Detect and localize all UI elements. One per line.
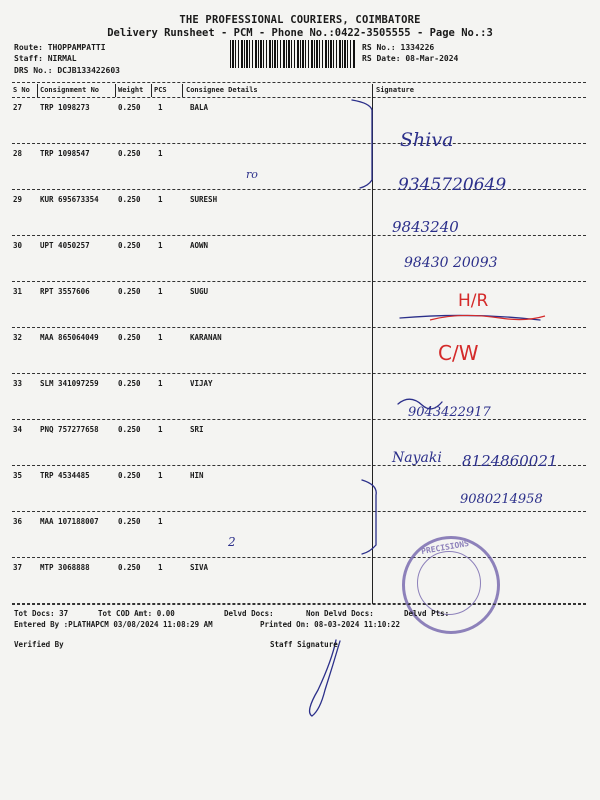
row-sno: 32 xyxy=(13,333,23,342)
verified-by-label: Verified By xyxy=(14,640,64,649)
row-weight: 0.250 xyxy=(118,517,141,526)
row-consignment-no: SLM 341097259 xyxy=(40,379,99,388)
handwritten-phone: 9843240 xyxy=(392,218,459,236)
total-cod-amount: Tot COD Amt: 0.00 xyxy=(98,609,175,618)
row-weight: 0.250 xyxy=(118,241,141,250)
col-header-consignment: Consignment No xyxy=(40,86,100,94)
col-separator xyxy=(37,84,38,97)
row-consignee: SRI xyxy=(190,425,204,434)
row-consignment-no: TRP 4534485 xyxy=(40,471,90,480)
entered-by: Entered By :PLATHAPCM 03/08/2024 11:08:29 AM xyxy=(14,620,213,629)
row-separator xyxy=(12,235,586,236)
handwritten-mark: C/W xyxy=(438,341,479,365)
row-separator xyxy=(12,511,586,512)
row-separator xyxy=(12,281,586,282)
row-consignee: SIVA xyxy=(190,563,209,572)
handwritten-mark: ro xyxy=(246,168,258,181)
row-sno: 27 xyxy=(13,103,23,112)
col-header-consignee: Consignee Details xyxy=(186,86,258,94)
handwritten-mark: H/R xyxy=(458,291,489,311)
row-weight: 0.250 xyxy=(118,149,141,158)
handwritten-phone: 9345720649 xyxy=(398,175,507,195)
row-consignment-no: TRP 1098547 xyxy=(40,149,90,158)
total-docs: Tot Docs: 37 xyxy=(14,609,69,618)
row-separator xyxy=(12,143,586,144)
company-stamp xyxy=(402,536,500,634)
row-pcs: 1 xyxy=(158,517,163,526)
staff-label: Staff: NIRMAL xyxy=(14,54,77,63)
row-separator xyxy=(12,189,586,190)
row-consignment-no: KUR 695673354 xyxy=(40,195,99,204)
handwritten-phone: 9080214958 xyxy=(460,492,543,507)
bracket-mark xyxy=(352,100,372,188)
row-consignment-no: TRP 1098273 xyxy=(40,103,90,112)
barcode xyxy=(230,40,356,68)
row-pcs: 1 xyxy=(158,563,163,572)
row-sno: 28 xyxy=(13,149,23,158)
row-sno: 31 xyxy=(13,287,23,296)
row-weight: 0.250 xyxy=(118,103,141,112)
row-separator xyxy=(12,419,586,420)
col-header-weight: Weight xyxy=(118,86,144,94)
row-consignment-no: MAA 865064049 xyxy=(40,333,99,342)
row-consignment-no: UPT 4050257 xyxy=(40,241,90,250)
row-separator xyxy=(12,465,586,466)
row-weight: 0.250 xyxy=(118,425,141,434)
row-consignee: BALA xyxy=(190,103,209,112)
row-separator xyxy=(12,557,586,558)
col-header-pcs: PCS xyxy=(154,86,167,94)
row-pcs: 1 xyxy=(158,149,163,158)
delivered-docs: Delvd Docs: xyxy=(224,609,274,618)
staff-signature-stroke xyxy=(310,640,340,716)
drs-number: DRS No.: DCJB133422603 xyxy=(14,66,120,75)
row-weight: 0.250 xyxy=(118,333,141,342)
row-consignee: SUGU xyxy=(190,287,209,296)
handwritten-mark: 2 xyxy=(228,535,236,549)
document-title: THE PROFESSIONAL COURIERS, COIMBATORE xyxy=(179,14,421,26)
row-weight: 0.250 xyxy=(118,195,141,204)
row-consignment-no: PNQ 757277658 xyxy=(40,425,99,434)
row-pcs: 1 xyxy=(158,333,163,342)
row-consignee: VIJAY xyxy=(190,379,213,388)
rs-number: RS No.: 1334226 xyxy=(362,43,435,52)
header-top-rule xyxy=(12,82,586,83)
strike-mark xyxy=(400,315,540,320)
staff-signature-label: Staff Signature xyxy=(270,640,338,649)
row-pcs: 1 xyxy=(158,241,163,250)
signature-column-border xyxy=(372,84,373,604)
row-pcs: 1 xyxy=(158,103,163,112)
col-separator xyxy=(182,84,183,97)
row-weight: 0.250 xyxy=(118,287,141,296)
row-pcs: 1 xyxy=(158,425,163,434)
row-separator xyxy=(12,373,586,374)
row-sno: 36 xyxy=(13,517,23,526)
handwritten-signature: Nayaki xyxy=(392,450,442,466)
row-pcs: 1 xyxy=(158,471,163,480)
handwritten-phone: 8124860021 xyxy=(462,452,558,470)
row-consignee: SURESH xyxy=(190,195,218,204)
header-bottom-rule xyxy=(12,97,586,98)
printed-on: Printed On: 08-03-2024 11:10:22 xyxy=(260,620,400,629)
row-sno: 34 xyxy=(13,425,23,434)
col-header-sno: S No xyxy=(13,86,30,94)
row-sno: 35 xyxy=(13,471,23,480)
col-header-signature: Signature xyxy=(376,86,414,94)
row-sno: 33 xyxy=(13,379,23,388)
strike-mark xyxy=(398,399,442,409)
row-sno: 37 xyxy=(13,563,23,572)
row-consignee: KARANAN xyxy=(190,333,222,342)
rs-date: RS Date: 08-Mar-2024 xyxy=(362,54,459,63)
handwritten-phone: 9043422917 xyxy=(408,405,491,420)
row-weight: 0.250 xyxy=(118,471,141,480)
delivered-points: Delvd Pts: xyxy=(404,609,450,618)
stamp-inner-ring xyxy=(417,551,481,615)
row-consignment-no: MAA 107188007 xyxy=(40,517,99,526)
handwritten-phone: 98430 20093 xyxy=(404,255,498,271)
row-pcs: 1 xyxy=(158,287,163,296)
row-sno: 30 xyxy=(13,241,23,250)
row-separator xyxy=(12,327,586,328)
row-weight: 0.250 xyxy=(118,563,141,572)
row-consignee: AOWN xyxy=(190,241,209,250)
row-weight: 0.250 xyxy=(118,379,141,388)
col-separator xyxy=(151,84,152,97)
row-consignment-no: RPT 3557606 xyxy=(40,287,90,296)
col-separator xyxy=(115,84,116,97)
row-consignment-no: MTP 3068888 xyxy=(40,563,90,572)
row-pcs: 1 xyxy=(158,195,163,204)
strike-mark xyxy=(430,315,545,320)
row-sno: 29 xyxy=(13,195,23,204)
row-consignee: HIN xyxy=(190,471,204,480)
row-pcs: 1 xyxy=(158,379,163,388)
non-delivered-docs: Non Delvd Docs: xyxy=(306,609,374,618)
document-subtitle: Delivery Runsheet - PCM - Phone No.:0422-3505555 - Page No.:3 xyxy=(107,27,493,39)
handwritten-signature: Shiva xyxy=(400,129,454,151)
bracket-mark xyxy=(362,480,376,554)
route-label: Route: THOPPAMPATTI xyxy=(14,43,106,52)
stamp-text: PRECISIONS xyxy=(420,538,470,557)
footer-rule xyxy=(12,604,586,605)
